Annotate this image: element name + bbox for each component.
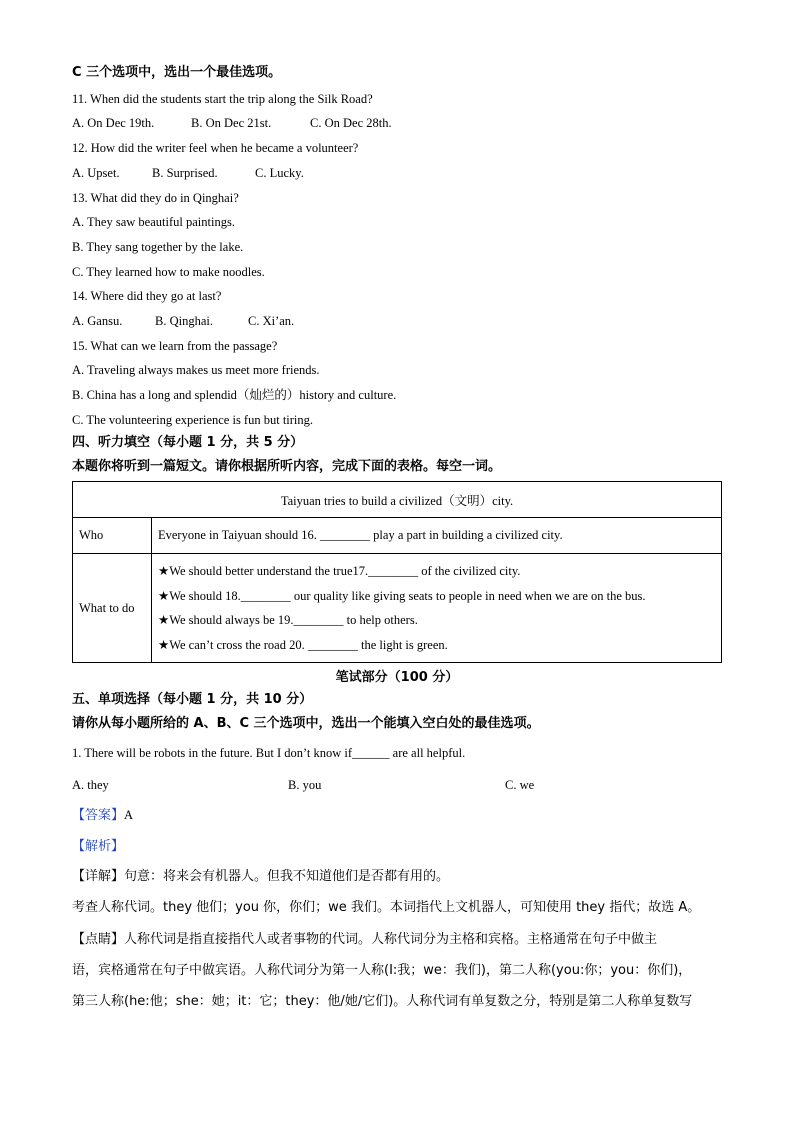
answer-tag: 【答案】 <box>72 808 125 823</box>
point-line-1 <box>72 932 657 948</box>
bullet-18: ★We should 18.________ our quality like giving seats to people in need when we are on the bus. <box>158 588 646 603</box>
q15-option-a[interactable]: A. Traveling always makes us meet more friends. <box>72 363 320 377</box>
section4-heading: 四、听力填空（每小题 1 分，共 5 分） <box>72 435 304 450</box>
q11-option-b[interactable]: B. On Dec 21st. <box>191 116 272 130</box>
question-11: 11. When did the students start the trip along the Silk Road? <box>72 92 373 106</box>
bullet-17: ★We should better understand the true17.________ of the civilized city. <box>158 564 521 578</box>
q15-option-b[interactable]: B. China has a long and splendid（灿烂的）history and culture. <box>72 388 397 402</box>
q12-option-a[interactable]: A. Upset. <box>72 166 120 180</box>
written-part-title: 笔试部分（100 分） <box>335 670 459 685</box>
q11-option-a[interactable]: A. On Dec 19th. <box>72 116 155 130</box>
q14-option-b[interactable]: B. Qinghai. <box>155 314 213 328</box>
q14-option-a[interactable]: A. Gansu. <box>72 314 123 328</box>
section5-instruction: 请你从每小题所给的 A、B、C 三个选项中，选出一个能填入空白处的最佳选项。 <box>72 716 540 731</box>
q15-option-c[interactable]: C. The volunteering experience is fun but tiring. <box>72 413 314 427</box>
section-header: C 三个选项中，选出一个最佳选项。 <box>72 65 282 80</box>
question-13: 13. What did they do in Qinghai? <box>72 191 239 205</box>
q13-option-c[interactable]: C. They learned how to make noodles. <box>72 265 265 279</box>
q12-option-c[interactable]: C. Lucky. <box>255 166 304 180</box>
q14-option-c[interactable]: C. Xi’an. <box>248 314 295 328</box>
q13-option-b[interactable]: B. They sang together by the lake. <box>72 240 244 254</box>
question-12: 12. How did the writer feel when he became a volunteer? <box>72 141 359 155</box>
table-title: Taiyuan tries to build a civilized（文明）city. <box>73 482 722 518</box>
section5-heading: 五、单项选择（每小题 1 分，共 10 分） <box>72 692 313 707</box>
q13-option-a[interactable]: A. They saw beautiful paintings. <box>72 215 235 229</box>
answer-value: A <box>124 808 134 822</box>
detail-tag: 【详解】 <box>72 869 125 884</box>
what-to-do-list <box>152 554 722 663</box>
detail-line-2: 考查人称代词。they 他们；you 你，你们；we 我们。本词指代上文机器人，可知使用 they 指代；故选 A。 <box>72 900 701 915</box>
question-15: 15. What can we learn from the passage? <box>72 339 278 353</box>
q11-option-c[interactable]: C. On Dec 28th. <box>310 116 392 130</box>
point-tag: 【点睛】 <box>72 932 125 947</box>
question-1: 1. There will be robots in the future. But I don’t know if______ are all helpful. <box>72 746 466 760</box>
point-text-1: 人称代词是指直接指代人或者事物的代词。人称代词分为主格和宾格。主格通常在句子中做主 <box>124 932 658 947</box>
detail-line-1 <box>72 869 449 885</box>
bullet-20: ★We can’t cross the road 20. ________ the light is green. <box>158 637 448 652</box>
bullet-19: ★We should always be 19.________ to help others. <box>158 613 418 627</box>
question-14: 14. Where did they go at last? <box>72 289 222 303</box>
point-line-2: 语，宾格通常在句子中做宾语。人称代词分为第一人称(I:我；we：我们)，第二人称(you:你；you：你们)， <box>72 963 692 978</box>
point-line-3: 第三人称(he:他；she：她；it：它；they：他/她/它们)。人称代词有单复数之分，特别是第二人称单复数写 <box>72 994 693 1009</box>
q1-option-b[interactable]: B. you <box>288 778 322 792</box>
analysis-tag: 【解析】 <box>72 839 125 854</box>
q1-option-a[interactable]: A. they <box>72 778 109 792</box>
q12-option-b[interactable]: B. Surprised. <box>152 166 218 180</box>
who-label: Who <box>73 518 152 554</box>
what-to-do-label: What to do <box>73 554 152 663</box>
who-text: Everyone in Taiyuan should 16. ________ play a part in building a civilized city. <box>152 518 722 554</box>
section4-instruction: 本题你将听到一篇短文。请你根据所听内容，完成下面的表格。每空一词。 <box>72 459 502 474</box>
detail-text: 句意：将来会有机器人。但我不知道他们是否都有用的。 <box>124 869 450 884</box>
q1-option-c[interactable]: C. we <box>505 778 535 792</box>
listening-table <box>72 481 722 663</box>
answer-line <box>72 807 133 824</box>
analysis-line <box>72 838 124 855</box>
